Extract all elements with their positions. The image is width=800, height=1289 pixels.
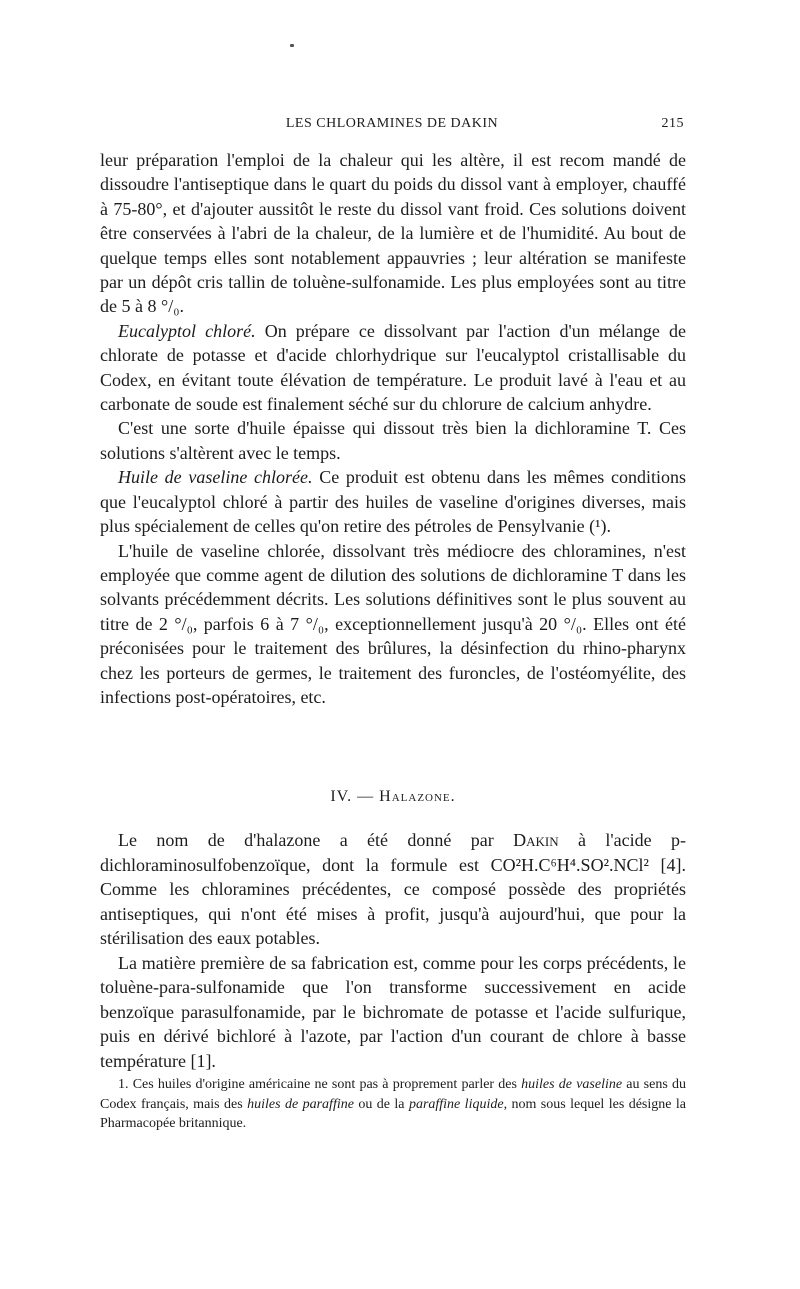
text-line: notablement appauvries ; leur altération se manifeste par un dépôt cris bbox=[100, 247, 687, 293]
footnote-text: 1. Ces huiles d'origine américaine ne sont pas à proprement parler des bbox=[118, 1077, 522, 1092]
section-heading bbox=[100, 788, 686, 806]
paragraph-halazone-definition bbox=[100, 828, 686, 951]
section-title: Halazone. bbox=[379, 788, 456, 805]
footnote-1 bbox=[100, 1075, 686, 1134]
section-chloramines-solvents bbox=[100, 148, 686, 709]
paragraph-text: On prépare ce dissolvant par l'action d'un mélange de chlorate de potasse et d'acide chlorhydrique sur l'eucalyptol cristallisable du Codex, en évitant toute élévation de température. Le produit lavé à l'eau et au carbonate de soude est finalement séché sur du chlorure de calcium anhydre. bbox=[100, 320, 686, 415]
paragraph-text: Ce produit est obtenu dans les mêmes conditions que l'eucalyptol chloré à partir des huiles de vaseline d'origines diverses, mais plus spécialement de celles qu'on retire des pétroles de Pensylvanie (¹). bbox=[100, 467, 686, 537]
paragraph-thick-oil: C'est une sorte d'huile épaisse qui dissout très bien la dichloramine T. Ces solutions s'altèrent avec le temps. bbox=[100, 418, 686, 463]
section-halazone bbox=[100, 828, 686, 1073]
text-line: 5 à 8 °/₀. bbox=[121, 296, 184, 317]
footnote-term: huiles de paraffine bbox=[247, 1096, 354, 1112]
paragraph-preparation bbox=[100, 148, 686, 319]
footnote-text: ou de la bbox=[353, 1096, 409, 1112]
page-number: 215 bbox=[661, 116, 684, 131]
footnote-text: , nom sous lequel les désigne la Pharmacopée britannique. bbox=[100, 1096, 686, 1131]
paragraph-halazone-fabrication: La matière première de sa fabrication est, comme pour les corps précédents, le toluène-para-sulfonamide que l'on transforme successivement en acide benzoïque parasulfonamide, par le bichromate de potasse et l'acide sulfurique, puis en dérivé bichloré à l'azote, par l'action d'un courant de chlore à basse température [1]. bbox=[100, 952, 686, 1071]
section-number: IV. — bbox=[330, 788, 375, 805]
term-eucalyptol: Eucalyptol chloré. bbox=[118, 320, 256, 341]
footnote-text: au sens du Codex français, mais des bbox=[100, 1077, 686, 1112]
paragraph-eucalyptol bbox=[100, 319, 686, 417]
paragraph-text: à l'acide p-dichloraminosulfobenzoïque, dont la formule est CO²H.C⁶H⁴.SO².NCl² [4]. Comme les chloramines précédentes, ce composé possède des propriétés antiseptiques, qui n'ont été mises à profit, jusqu'à aujourd'hui, que pour la stérilisation des eaux potables. bbox=[100, 830, 686, 948]
running-head-title: LES CHLORAMINES DE DAKIN bbox=[285, 116, 499, 131]
term-vaseline: Huile de vaseline chlorée. bbox=[118, 467, 313, 488]
text-line: vant froid. Ces solutions doivent être conservées à l'abri de la chaleur, bbox=[100, 198, 687, 244]
text-line: leur préparation l'emploi de la chaleur qui les altère, il est recom bbox=[100, 150, 605, 170]
paragraph-vaseline bbox=[100, 465, 686, 538]
text-line: mandé de dissoudre l'antiseptique dans le quart du poids du dissol bbox=[100, 150, 687, 195]
paragraph-text: Le nom de d'halazone a été donné par bbox=[118, 830, 514, 850]
running-head bbox=[100, 116, 684, 138]
author-name: Dakin bbox=[513, 830, 559, 850]
text-line: tallin de toluène-sulfonamide. Les plus employées sont au titre de bbox=[100, 272, 687, 317]
paragraph-vaseline-use: L'huile de vaseline chlorée, dissolvant très médiocre des chloramines, n'est employée que comme agent de dilution des solutions de dichloramine T dans les solvants précédemment décrits. Les solutions définitives sont le plus souvent au titre de 2 °/₀, parfois 6 à 7 °/₀, exceptionnellement jusqu'à 20 °/₀. Elles ont été préconisées pour le traitement des brûlures, la désinfection du rhino-pharynx chez les porteurs de germes, le traitement des furoncles, de l'ostéomyélite, des infections post-opératoires, etc. bbox=[100, 540, 686, 707]
footnote bbox=[100, 1075, 686, 1134]
footnote-term: paraffine liquide bbox=[408, 1096, 504, 1112]
text-line: de la lumière et de l'humidité. Au bout de quelque temps elles sont bbox=[100, 223, 686, 268]
footnote-term: huiles de vaseline bbox=[521, 1077, 623, 1092]
print-speck bbox=[290, 44, 294, 47]
text-line: vant à employer, chauffé à 75-80°, et d'ajouter aussitôt le reste du dissol bbox=[100, 174, 687, 219]
